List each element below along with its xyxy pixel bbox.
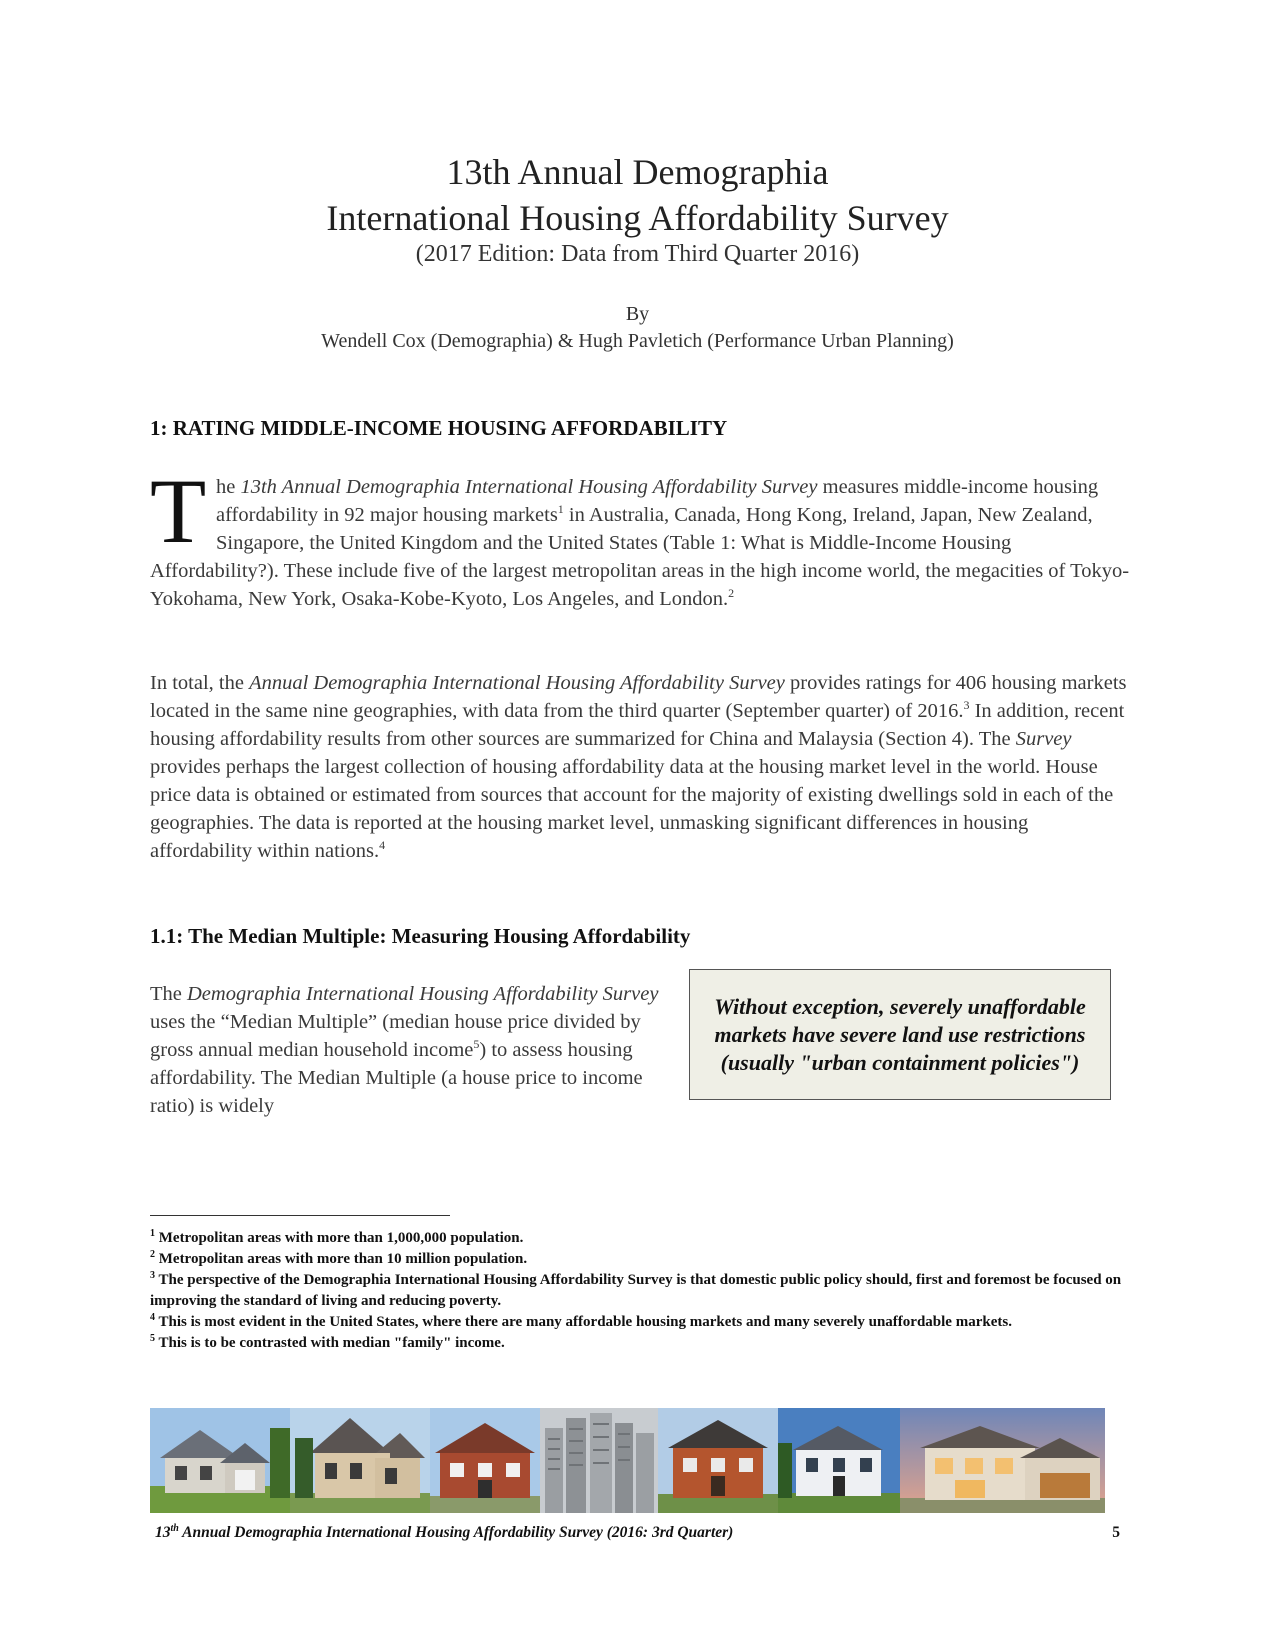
footnote-ref[interactable]: 3 (963, 698, 970, 713)
document-subtitle: (2017 Edition: Data from Third Quarter 2016) (415, 241, 860, 267)
text-run: measures middle-income housing affordability in 92 major housing markets (216, 476, 1099, 526)
house-photo-6 (900, 1408, 1105, 1513)
footnote-number: 4 (150, 1312, 155, 1323)
house-photo-4 (658, 1408, 778, 1513)
callout-box (689, 969, 1111, 1100)
footnote-ref[interactable]: 2 (728, 586, 735, 601)
house-photo-5 (778, 1408, 900, 1513)
text-run: ) to assess housing affordability. The Median Multiple (a house price to income ratio) is widely (150, 1039, 643, 1117)
footnote-number: 2 (150, 1249, 155, 1260)
survey-italic: Survey (1015, 728, 1072, 750)
footnote-4 (150, 1312, 1125, 1333)
footnote-number: 1 (150, 1228, 155, 1239)
house-photo-3 (430, 1408, 540, 1513)
text-run: he (216, 476, 241, 498)
byline-label: By (625, 303, 650, 325)
drop-cap: T (150, 460, 207, 562)
house-photo-1 (150, 1408, 290, 1513)
apartment-towers-photo (540, 1408, 658, 1513)
text-run: provides perhaps the largest collection of housing affordability data at the housing market level in the world. House price data is obtained or estimated from sources that account for the majority of existing dwellings sold in each of the geographies. The data is reported at the housing market level, unmasking significant differences in housing affordability within nations. (150, 756, 1114, 862)
document-title-line1: 13th Annual Demographia (446, 152, 829, 192)
survey-title-italic: Demographia International Housing Affordability Survey (187, 983, 659, 1005)
house-photo-strip (150, 1408, 1125, 1513)
footnote-text: Metropolitan areas with more than 10 million population. (158, 1251, 528, 1267)
footnote-text: Metropolitan areas with more than 1,000,000 population. (158, 1230, 524, 1246)
text-run: uses the “Median Multiple” (median house price divided by gross annual median household income (150, 1011, 641, 1061)
footnote-2 (150, 1249, 1125, 1270)
footer-edition-number: 13 (155, 1524, 171, 1541)
text-run: The (150, 983, 187, 1005)
paragraph-intro (150, 460, 1130, 613)
footnote-text: This is most evident in the United States, where there are many affordable housing markets and many severely unaffordable markets. (158, 1314, 1012, 1330)
section-heading-1-1: 1.1: The Median Multiple: Measuring Housing Affordability (150, 924, 691, 948)
house-photo-2 (290, 1408, 430, 1513)
footer-text: Annual Demographia International Housing Affordability Survey (2016: 3rd Quarter) (178, 1524, 734, 1541)
footer-sup: th (170, 1522, 179, 1534)
footnote-number: 5 (150, 1333, 155, 1344)
footnote-3 (150, 1270, 1125, 1312)
document-title-line2: International Housing Affordability Survey (326, 198, 949, 238)
section-heading-1: 1: RATING MIDDLE-INCOME HOUSING AFFORDABILITY (150, 416, 728, 440)
footnote-text: The perspective of the Demographia International Housing Affordability Survey is that domestic public policy should, first and foremost be focused on improving the standard of living and reducing poverty. (150, 1272, 1122, 1309)
survey-title-italic: Annual Demographia International Housing Affordability Survey (249, 672, 785, 694)
footnote-1 (150, 1228, 1125, 1249)
text-run: In total, the (150, 672, 250, 694)
callout-text: Without exception, severely unaffordable markets have severe land use restrictions (usually "urban containment policies") (714, 993, 1086, 1075)
text-run: in Australia, Canada, Hong Kong, Ireland, Japan, New Zealand, Singapore, the United Kingdom and the United States (Table 1: What is Middle-Income Housing Affordability?). These include five of the largest metropolitan areas in the high income world, the megacities of Tokyo-Yokohama, New York, Osaka-Kobe-Kyoto, Los Angeles, and London. (150, 504, 1130, 610)
authors: Wendell Cox (Demographia) & Hugh Pavletich (Performance Urban Planning) (321, 330, 954, 352)
footnote-number: 3 (150, 1270, 155, 1281)
paragraph-median-multiple (150, 980, 665, 1120)
footnote-ref[interactable]: 5 (473, 1037, 480, 1052)
footnote-ref[interactable]: 1 (557, 502, 564, 517)
text-run: In addition, recent housing affordability results from other sources are summarized for China and Malaysia (Section 4). The (150, 700, 1125, 750)
footnotes (150, 1228, 1125, 1354)
page-number: 5 (1112, 1524, 1120, 1541)
footnote-5 (150, 1333, 1125, 1354)
text-run: provides ratings for 406 housing markets located in the same nine geographies, with data from the third quarter (September quarter) of 2016. (150, 672, 1127, 722)
footnote-ref[interactable]: 4 (379, 838, 386, 853)
paragraph-total (150, 669, 1130, 865)
footnote-text: This is to be contrasted with median "family" income. (158, 1335, 505, 1351)
survey-title-italic: 13th Annual Demographia International Housing Affordability Survey (240, 476, 818, 498)
page-footer (155, 1524, 1120, 1542)
footnote-separator (150, 1215, 450, 1216)
